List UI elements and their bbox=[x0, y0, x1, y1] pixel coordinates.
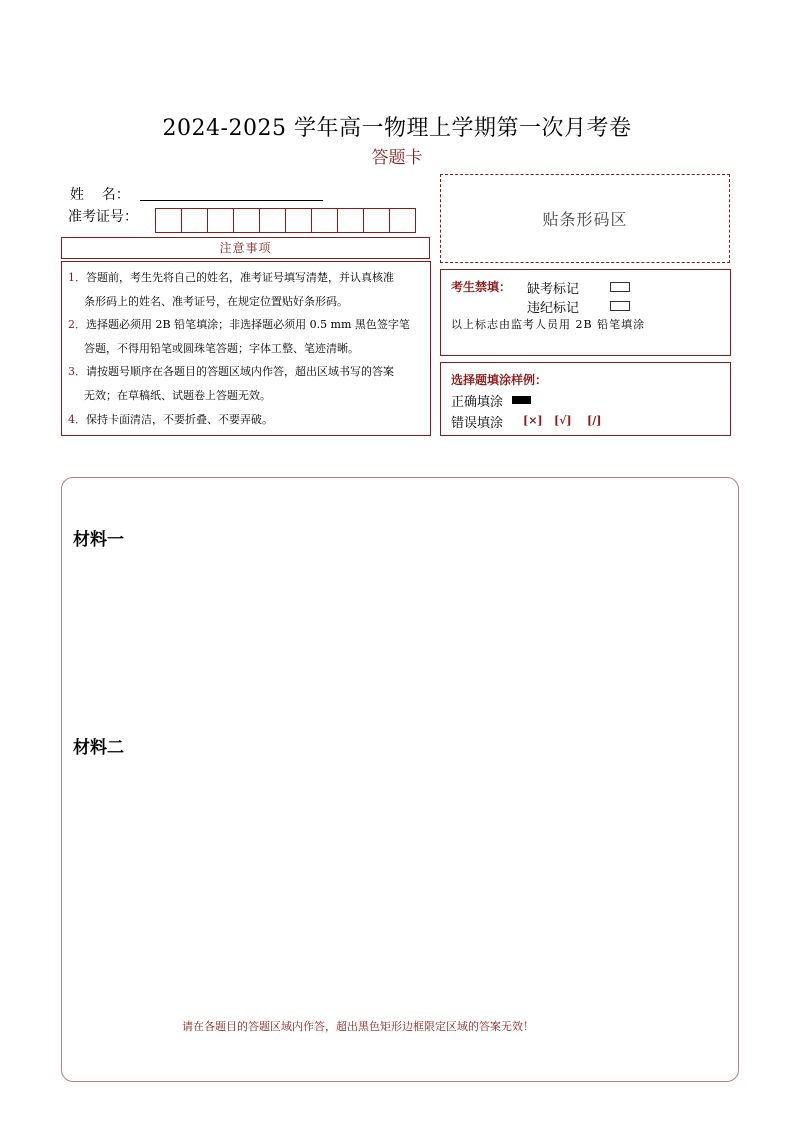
wrong-fill-label: 错误填涂 bbox=[451, 416, 504, 431]
exam-id-digit-box[interactable] bbox=[337, 208, 364, 233]
notice-item-continuation: 条形码上的姓名、准考证号，在规定位置贴好条形码。 bbox=[84, 294, 348, 308]
absent-mark-box[interactable] bbox=[610, 282, 630, 292]
exam-id-digit-box[interactable] bbox=[233, 208, 260, 233]
page-subtitle: 答题卡 bbox=[371, 148, 423, 168]
violation-mark-box[interactable] bbox=[610, 301, 630, 311]
exam-id-boxes bbox=[155, 208, 415, 233]
exam-id-digit-box[interactable] bbox=[259, 208, 286, 233]
notice-item-number: 3． bbox=[68, 365, 86, 379]
fill-sample-box bbox=[440, 362, 731, 436]
wrong-fill-mark-cross: [×] bbox=[523, 414, 543, 427]
notice-item bbox=[68, 313, 424, 337]
material-two-heading: 材料二 bbox=[73, 738, 124, 758]
notice-item-number: 4． bbox=[68, 412, 86, 426]
correct-fill-label: 正确填涂 bbox=[451, 395, 504, 410]
notice-item-text: 保持卡面清洁，不要折叠、不要弄破。 bbox=[86, 412, 273, 426]
name-field[interactable] bbox=[140, 200, 323, 201]
notice-item-text: 请按题号顺序在各题目的答题区域内作答，超出区域书写的答案 bbox=[86, 365, 394, 379]
notice-item-number: 2． bbox=[68, 318, 86, 332]
page-title: 2024-2025 学年高一物理上学期第一次月考卷 bbox=[162, 116, 632, 141]
answer-area[interactable] bbox=[61, 477, 739, 1082]
notice-item bbox=[68, 360, 424, 384]
notice-item-text: 选择题必须用 2B 铅笔填涂；非选择题必须用 0.5 mm 黑色签字笔 bbox=[86, 318, 410, 332]
notice-item-number: 1． bbox=[68, 271, 86, 284]
material-one-heading: 材料一 bbox=[73, 530, 124, 550]
notice-item bbox=[68, 266, 424, 290]
exam-id-digit-box[interactable] bbox=[155, 208, 182, 233]
wrong-fill-mark-check: [√] bbox=[554, 414, 572, 427]
exam-id-digit-box[interactable] bbox=[207, 208, 234, 233]
name-label: 姓 名： bbox=[70, 187, 130, 203]
examiner-note: 以上标志由监考人员用 2B 铅笔填涂 bbox=[451, 318, 646, 331]
barcode-label: 贴条形码区 bbox=[542, 210, 628, 229]
notice-item-continuation: 无效；在草稿纸、试题卷上答题无效。 bbox=[84, 388, 271, 402]
notice-item-continuation: 答题，不得用铅笔或圆珠笔答题；字体工整、笔迹清晰。 bbox=[84, 341, 359, 355]
exam-id-label: 准考证号： bbox=[68, 209, 138, 225]
notice-item bbox=[68, 408, 424, 432]
exam-id-digit-box[interactable] bbox=[181, 208, 208, 233]
notice-box bbox=[61, 261, 431, 436]
barcode-area bbox=[440, 174, 730, 263]
absent-mark-label: 缺考标记 bbox=[527, 282, 580, 297]
exam-id-digit-box[interactable] bbox=[389, 208, 416, 233]
fill-sample-title: 选择题填涂样例： bbox=[451, 373, 548, 387]
exam-id-digit-box[interactable] bbox=[311, 208, 338, 233]
examiner-only-label: 考生禁填： bbox=[451, 280, 512, 294]
exam-id-digit-box[interactable] bbox=[363, 208, 390, 233]
wrong-fill-mark-slash: [/] bbox=[587, 414, 602, 427]
answer-area-warning: 请在各题目的答题区域内作答，超出黑色矩形边框限定区域的答案无效！ bbox=[182, 1020, 534, 1033]
violation-mark-label: 违纪标记 bbox=[527, 301, 580, 316]
correct-fill-mark bbox=[512, 396, 531, 404]
examiner-only-box bbox=[440, 269, 731, 356]
notice-title: 注意事项 bbox=[61, 237, 430, 259]
notice-item-text: 答题前，考生先将自己的姓名，准考证号填写清楚，并认真核准 bbox=[86, 271, 394, 284]
exam-id-digit-box[interactable] bbox=[285, 208, 312, 233]
